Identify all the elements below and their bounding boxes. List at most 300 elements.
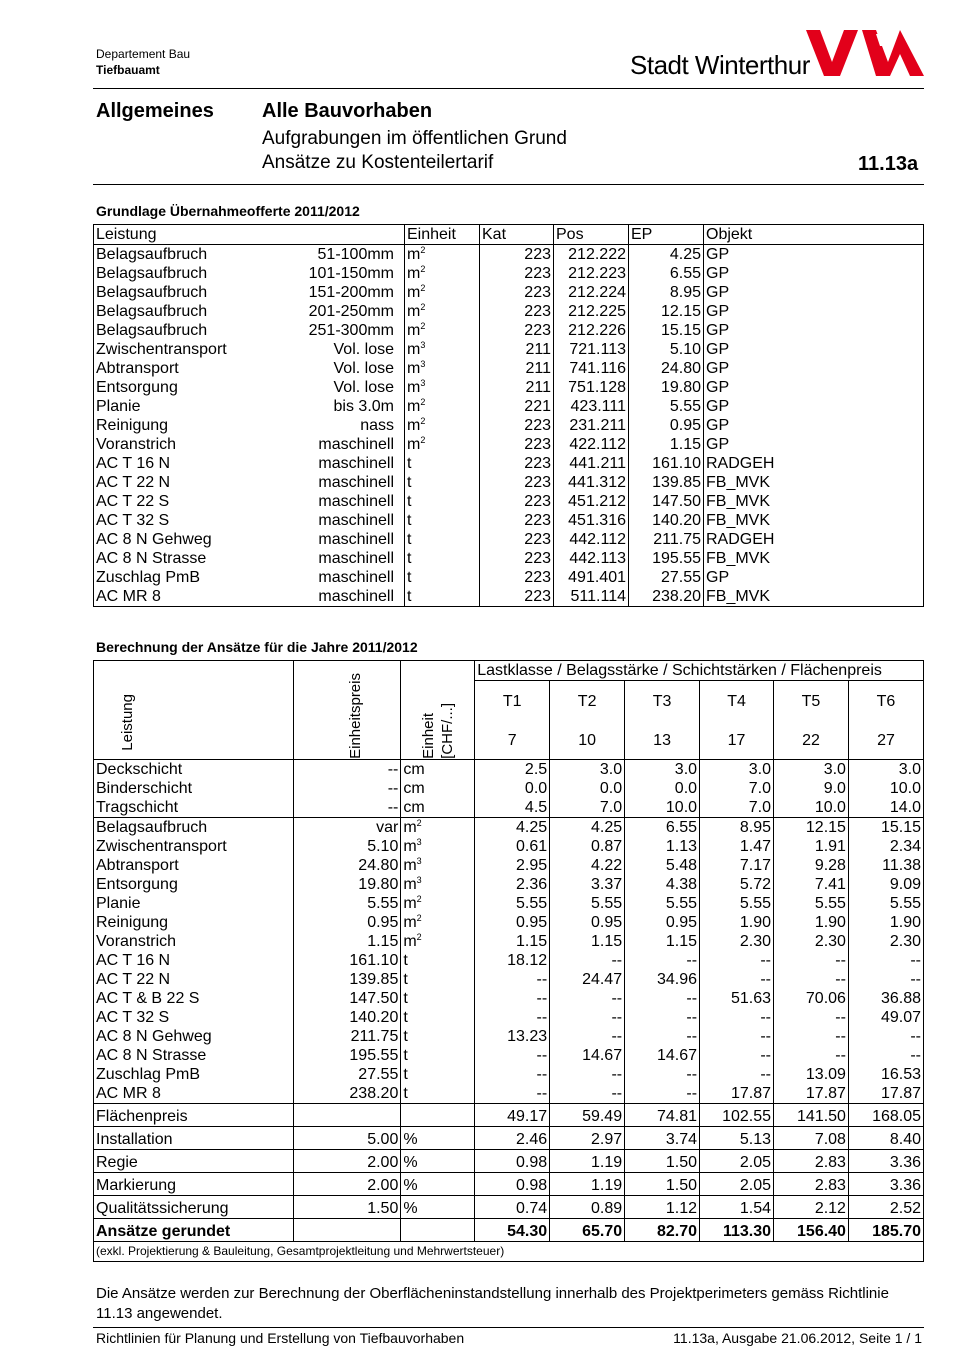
value-cell: 9.09 <box>848 875 923 894</box>
table1-header-row <box>94 225 924 245</box>
leistung-name: Belagsaufbruch <box>96 265 208 282</box>
value-cell: 10.0 <box>625 798 700 818</box>
leistung-cell <box>94 340 405 359</box>
leistung-cell: Entsorgung <box>96 876 178 893</box>
leistung-cell <box>94 492 405 511</box>
einheit-cell: $m^2$ <box>405 435 480 454</box>
einheitspreis-cell: 27.55 <box>293 1065 401 1084</box>
ep-cell: 195.55 <box>629 549 704 568</box>
einheitspreis-cell: 5.00 <box>293 1127 401 1150</box>
value-cell: -- <box>625 1084 700 1104</box>
leistung-cell: Reinigung <box>96 914 169 931</box>
leistung-spec: maschinell <box>318 436 394 453</box>
value-cell: 11.38 <box>848 856 923 875</box>
einheit-cell: cm <box>401 779 475 798</box>
leistung-spec: maschinell <box>318 531 394 548</box>
usage-note: Die Ansätze werden zur Berechnung der Oberflächeninstandstellung innerhalb des Projektperimeters gemäss Richtlinie 11.13 angewendet. <box>96 1285 889 1322</box>
leistung-name: Planie <box>96 398 141 415</box>
einheit-cell: t <box>401 1065 475 1084</box>
class-label: T2 <box>550 681 625 722</box>
value-cell: 0.95 <box>550 913 625 932</box>
value-cell: 14.67 <box>550 1046 625 1065</box>
head-leistung <box>94 661 294 760</box>
leistung-cell: Zuschlag PmB <box>96 1066 201 1083</box>
ep-cell: 4.25 <box>629 245 704 265</box>
value-cell: 0.74 <box>475 1196 550 1219</box>
ep-cell: 211.75 <box>629 530 704 549</box>
pos-cell: 231.211 <box>554 416 629 435</box>
value-cell: -- <box>625 1027 700 1046</box>
value-cell: -- <box>848 970 923 989</box>
surcharge-row <box>94 1150 924 1173</box>
table1-row <box>94 283 924 302</box>
value-cell: 5.55 <box>774 894 849 913</box>
item-row <box>94 1027 924 1046</box>
objekt-cell: RADGEH <box>704 454 924 473</box>
einheitspreis-cell: 238.20 <box>293 1084 401 1104</box>
value-cell: 5.55 <box>848 894 923 913</box>
leistung-spec: maschinell <box>318 569 394 586</box>
value-cell: 7.0 <box>550 798 625 818</box>
value-cell: 3.0 <box>550 760 625 780</box>
leistung-cell: Belagsaufbruch <box>94 818 294 838</box>
value-cell: 36.88 <box>848 989 923 1008</box>
class-value: 10 <box>550 721 625 760</box>
item-row <box>94 951 924 970</box>
einheit-cell: t <box>401 1008 475 1027</box>
value-cell: 3.36 <box>848 1173 923 1196</box>
value-cell: 0.95 <box>625 913 700 932</box>
value-cell: 0.89 <box>550 1196 625 1219</box>
value-cell: -- <box>774 1046 849 1065</box>
einheit-cell: $m^2$ <box>405 302 480 321</box>
leistung-cell: AC 8 N Strasse <box>96 1047 207 1064</box>
leistung-spec: maschinell <box>318 474 394 491</box>
value-cell: 9.0 <box>774 779 849 798</box>
value-cell: 4.25 <box>550 818 625 838</box>
kat-cell: 223 <box>480 302 554 321</box>
leistung-spec: Vol. lose <box>333 360 394 377</box>
leistung-cell: AC T 16 N <box>96 952 171 969</box>
objekt-cell: GP <box>704 568 924 587</box>
leistung-cell: Binderschicht <box>96 780 193 797</box>
einheit-cell: $m^2$ <box>405 264 480 283</box>
table1-row <box>94 321 924 340</box>
objekt-cell: FB_MVK <box>704 549 924 568</box>
leistung-spec: maschinell <box>318 455 394 472</box>
value-cell: 185.70 <box>848 1219 923 1242</box>
leistung-name: Zuschlag PmB <box>96 569 201 586</box>
pos-cell: 212.226 <box>554 321 629 340</box>
value-cell: 4.5 <box>475 798 550 818</box>
leistung-cell: Markierung <box>94 1173 294 1196</box>
surcharge-row <box>94 1127 924 1150</box>
leistung-spec: maschinell <box>318 493 394 510</box>
value-cell: 1.15 <box>625 932 700 951</box>
leistung-cell: Flächenpreis <box>94 1104 294 1127</box>
leistung-spec: 201-250mm <box>308 303 394 320</box>
einheitspreis-cell: var <box>293 818 401 838</box>
einheit-cell: $m^3$ <box>401 875 475 894</box>
value-cell: 7.0 <box>700 798 774 818</box>
objekt-cell: GP <box>704 340 924 359</box>
flaechenpreis-row <box>94 1104 924 1127</box>
einheit-cell: cm <box>401 760 475 780</box>
value-cell: -- <box>475 989 550 1008</box>
value-cell: 1.90 <box>774 913 849 932</box>
value-cell: -- <box>475 1084 550 1104</box>
value-cell: 1.54 <box>700 1196 774 1219</box>
unit-exponent: 2 <box>420 416 426 426</box>
einheitspreis-cell: -- <box>293 779 401 798</box>
value-cell: 59.49 <box>550 1104 625 1127</box>
value-cell: 8.40 <box>848 1127 923 1150</box>
value-cell: 0.98 <box>475 1150 550 1173</box>
ep-cell: 24.80 <box>629 359 704 378</box>
objekt-cell: GP <box>704 397 924 416</box>
leistung-spec: 151-200mm <box>308 284 394 301</box>
table1-row <box>94 549 924 568</box>
value-cell: 18.12 <box>475 951 550 970</box>
leistung-spec: 101-150mm <box>308 265 394 282</box>
exclusion-note: (exkl. Projektierung & Bauleitung, Gesamtprojektleitung und Mehrwertsteuer) <box>94 1242 924 1262</box>
unit-exponent: 2 <box>420 321 426 331</box>
value-cell: -- <box>550 989 625 1008</box>
leistung-cell <box>94 416 405 435</box>
pos-cell: 422.112 <box>554 435 629 454</box>
ep-cell: 27.55 <box>629 568 704 587</box>
pos-cell: 451.212 <box>554 492 629 511</box>
einheit-cell: $m^2$ <box>405 283 480 302</box>
pos-cell: 212.222 <box>554 245 629 265</box>
class-label: T4 <box>700 681 774 722</box>
value-cell: 34.96 <box>625 970 700 989</box>
unit-exponent: 3 <box>420 378 426 388</box>
leistung-cell <box>94 511 405 530</box>
value-cell: 17.87 <box>774 1084 849 1104</box>
leistung-spec: maschinell <box>318 550 394 567</box>
kat-cell: 211 <box>480 378 554 397</box>
einheitspreis-cell: 2.00 <box>293 1173 401 1196</box>
einheitspreis-cell: 24.80 <box>293 856 401 875</box>
leistung-cell <box>94 473 405 492</box>
value-cell: -- <box>625 989 700 1008</box>
ep-cell: 140.20 <box>629 511 704 530</box>
leistung-name: AC T 16 N <box>96 455 171 472</box>
einheitspreis-cell: 161.10 <box>293 951 401 970</box>
einheit-cell: $m^3$ <box>405 340 480 359</box>
value-cell: 7.17 <box>700 856 774 875</box>
leistung-name: AC T 22 N <box>96 474 171 491</box>
leistung-cell <box>94 568 405 587</box>
value-cell: 168.05 <box>848 1104 923 1127</box>
objekt-cell: GP <box>704 302 924 321</box>
einheitspreis-cell: 5.10 <box>293 837 401 856</box>
head-einheitspreis-text: Einheitspreis <box>346 673 364 759</box>
kat-cell: 223 <box>480 435 554 454</box>
kat-cell: 223 <box>480 568 554 587</box>
footer-right: 11.13a, Ausgabe 21.06.2012, Seite 1 / 1 <box>673 1330 922 1346</box>
value-cell: -- <box>700 1008 774 1027</box>
leistung-cell: Tragschicht <box>96 799 179 816</box>
leistung-spec: bis 3.0m <box>333 398 394 415</box>
table1-row <box>94 416 924 435</box>
leistung-cell <box>94 454 405 473</box>
head-leistung-text: Leistung <box>119 694 136 751</box>
value-cell: 1.50 <box>625 1150 700 1173</box>
item-row <box>94 1008 924 1027</box>
einheit-cell: t <box>405 549 480 568</box>
surcharge-row <box>94 1173 924 1196</box>
einheit-cell: cm <box>401 798 475 818</box>
unit-exponent: 2 <box>420 264 426 274</box>
einheit-cell: t <box>405 530 480 549</box>
header-rule <box>93 88 924 89</box>
class-label: T6 <box>848 681 923 722</box>
value-cell: 3.36 <box>848 1150 923 1173</box>
pos-cell: 441.211 <box>554 454 629 473</box>
leistung-cell <box>94 378 405 397</box>
leistung-spec: 51-100mm <box>317 246 394 263</box>
objekt-cell: GP <box>704 378 924 397</box>
item-row <box>94 875 924 894</box>
class-value: 13 <box>625 721 700 760</box>
value-cell: 49.17 <box>475 1104 550 1127</box>
value-cell: 5.55 <box>550 894 625 913</box>
value-cell: -- <box>774 951 849 970</box>
value-cell: 2.30 <box>774 932 849 951</box>
leistung-cell: AC T & B 22 S <box>96 990 200 1007</box>
value-cell: 2.83 <box>774 1150 849 1173</box>
kat-cell: 223 <box>480 530 554 549</box>
ep-cell: 8.95 <box>629 283 704 302</box>
kat-cell: 223 <box>480 321 554 340</box>
value-cell: -- <box>475 1046 550 1065</box>
value-cell: 2.05 <box>700 1173 774 1196</box>
total-row <box>94 1219 924 1242</box>
leistung-cell <box>94 302 405 321</box>
einheitspreis-cell: -- <box>293 760 401 780</box>
pos-cell: 751.128 <box>554 378 629 397</box>
head-einheit-text: Einheit <box>420 713 438 759</box>
value-cell: 1.91 <box>774 837 849 856</box>
einheit-cell: t <box>401 1084 475 1104</box>
pos-cell: 721.113 <box>554 340 629 359</box>
table1-row <box>94 454 924 473</box>
pos-cell: 491.401 <box>554 568 629 587</box>
einheitspreis-cell: 5.55 <box>293 894 401 913</box>
city-logo <box>806 28 924 83</box>
value-cell: 1.19 <box>550 1173 625 1196</box>
value-cell: -- <box>774 1027 849 1046</box>
document-number: 11.13a <box>858 153 919 175</box>
value-cell: 49.07 <box>848 1008 923 1027</box>
value-cell: 1.15 <box>550 932 625 951</box>
value-cell: 16.53 <box>848 1065 923 1084</box>
value-cell: 3.0 <box>625 760 700 780</box>
subtitle-line-2: Ansätze zu Kostenteilertarif <box>262 152 494 173</box>
leistung-spec: maschinell <box>318 588 394 605</box>
unit-exponent: 3 <box>416 837 422 847</box>
item-row <box>94 970 924 989</box>
office-name: Tiefbauamt <box>96 63 160 77</box>
value-cell: 3.74 <box>625 1127 700 1150</box>
table1-row <box>94 511 924 530</box>
ep-cell: 1.15 <box>629 435 704 454</box>
table1-row <box>94 397 924 416</box>
ep-cell: 0.95 <box>629 416 704 435</box>
class-value: 22 <box>774 721 849 760</box>
value-cell: 156.40 <box>774 1219 849 1242</box>
value-cell: 1.15 <box>475 932 550 951</box>
einheit-cell: % <box>401 1150 475 1173</box>
table1-row <box>94 264 924 283</box>
kat-cell: 223 <box>480 454 554 473</box>
leistung-cell: Deckschicht <box>94 760 294 780</box>
leistung-name: Belagsaufbruch <box>96 284 208 301</box>
unit-exponent: 2 <box>416 818 422 828</box>
value-cell: 17.87 <box>700 1084 774 1104</box>
class-value: 27 <box>848 721 923 760</box>
value-cell: -- <box>848 1046 923 1065</box>
value-cell: 51.63 <box>700 989 774 1008</box>
ep-cell: 238.20 <box>629 587 704 607</box>
einheit-cell: $m^3$ <box>405 359 480 378</box>
value-cell: -- <box>475 1008 550 1027</box>
leistung-cell: AC T 22 N <box>96 971 171 988</box>
item-row <box>94 818 924 838</box>
unit-exponent: 3 <box>416 875 422 885</box>
objekt-cell: FB_MVK <box>704 492 924 511</box>
value-cell: 5.55 <box>625 894 700 913</box>
kat-cell: 223 <box>480 245 554 265</box>
value-cell: 2.30 <box>848 932 923 951</box>
pos-cell: 423.111 <box>554 397 629 416</box>
kat-cell: 223 <box>480 549 554 568</box>
value-cell: 74.81 <box>625 1104 700 1127</box>
einheit-cell: t <box>405 454 480 473</box>
value-cell: 4.25 <box>475 818 550 838</box>
leistung-cell: Ansätze gerundet <box>94 1219 294 1242</box>
ep-cell: 5.10 <box>629 340 704 359</box>
leistung-name: AC MR 8 <box>96 588 161 605</box>
einheitspreis-cell: 1.15 <box>293 932 401 951</box>
ep-cell: 19.80 <box>629 378 704 397</box>
head-chf-text: [CHF/...] <box>439 703 457 759</box>
value-cell: 2.34 <box>848 837 923 856</box>
leistung-name: AC 8 N Gehweg <box>96 531 212 548</box>
section-category: Allgemeines <box>96 100 214 122</box>
table1-row <box>94 302 924 321</box>
einheitspreis-cell: 195.55 <box>293 1046 401 1065</box>
value-cell: 2.46 <box>475 1127 550 1150</box>
ep-cell: 15.15 <box>629 321 704 340</box>
leistung-name: AC 8 N Strasse <box>96 550 207 567</box>
value-cell: 9.28 <box>774 856 849 875</box>
value-cell: -- <box>550 1084 625 1104</box>
head-einheit-wrap <box>419 703 472 759</box>
value-cell: -- <box>700 1046 774 1065</box>
value-cell: -- <box>475 970 550 989</box>
table1-row <box>94 473 924 492</box>
value-cell: 0.61 <box>475 837 550 856</box>
value-cell: -- <box>550 1008 625 1027</box>
section-title: Alle Bauvorhaben <box>262 100 433 122</box>
table1-header-cell: Objekt <box>704 225 924 245</box>
einheit-cell: t <box>405 568 480 587</box>
pos-cell: 451.316 <box>554 511 629 530</box>
unit-exponent: 2 <box>416 913 422 923</box>
value-cell: 1.90 <box>848 913 923 932</box>
head-lastklasse-group: Lastklasse / Belagsstärke / Schichtstärken / Flächenpreis <box>475 661 924 681</box>
leistung-cell <box>94 283 405 302</box>
pos-cell: 741.116 <box>554 359 629 378</box>
leistung-spec: Vol. lose <box>333 341 394 358</box>
value-cell: 3.0 <box>700 760 774 780</box>
value-cell: 102.55 <box>700 1104 774 1127</box>
einheit-cell: $m^3$ <box>401 837 475 856</box>
value-cell: 15.15 <box>848 818 923 838</box>
pos-cell: 511.114 <box>554 587 629 607</box>
einheit-cell: % <box>401 1127 475 1150</box>
leistung-cell <box>94 245 405 265</box>
value-cell: 12.15 <box>774 818 849 838</box>
value-cell: 5.55 <box>700 894 774 913</box>
unit-exponent: 3 <box>416 856 422 866</box>
einheit-cell: t <box>405 587 480 607</box>
class-label: T1 <box>475 681 550 722</box>
table2-header-row <box>94 661 924 681</box>
layer-row <box>94 760 924 780</box>
leistung-name: Belagsaufbruch <box>96 303 208 320</box>
value-cell: 2.95 <box>475 856 550 875</box>
value-cell: 14.67 <box>625 1046 700 1065</box>
leistung-name: Reinigung <box>96 417 169 434</box>
table1-header-cell: Kat <box>480 225 554 245</box>
kat-cell: 221 <box>480 397 554 416</box>
objekt-cell: FB_MVK <box>704 473 924 492</box>
value-cell: 4.38 <box>625 875 700 894</box>
einheit-cell <box>401 1219 475 1242</box>
value-cell: 7.08 <box>774 1127 849 1150</box>
leistung-cell <box>94 587 405 607</box>
value-cell: 5.13 <box>700 1127 774 1150</box>
value-cell: 1.50 <box>625 1173 700 1196</box>
kat-cell: 223 <box>480 473 554 492</box>
kat-cell: 223 <box>480 416 554 435</box>
value-cell: 0.0 <box>475 779 550 798</box>
ep-cell: 161.10 <box>629 454 704 473</box>
item-row <box>94 856 924 875</box>
value-cell: 8.95 <box>700 818 774 838</box>
table1-row <box>94 492 924 511</box>
unit-exponent: 3 <box>420 359 426 369</box>
value-cell: -- <box>550 1027 625 1046</box>
value-cell: 2.97 <box>550 1127 625 1150</box>
leistung-cell <box>94 435 405 454</box>
leistung-cell <box>94 397 405 416</box>
pos-cell: 212.225 <box>554 302 629 321</box>
value-cell: 2.12 <box>774 1196 849 1219</box>
value-cell: 6.55 <box>625 818 700 838</box>
einheit-cell: $m^2$ <box>405 416 480 435</box>
kat-cell: 223 <box>480 264 554 283</box>
objekt-cell: GP <box>704 264 924 283</box>
unit-exponent: 2 <box>420 302 426 312</box>
einheitspreis-cell: 1.50 <box>293 1196 401 1219</box>
value-cell: -- <box>700 1027 774 1046</box>
item-row <box>94 1065 924 1084</box>
